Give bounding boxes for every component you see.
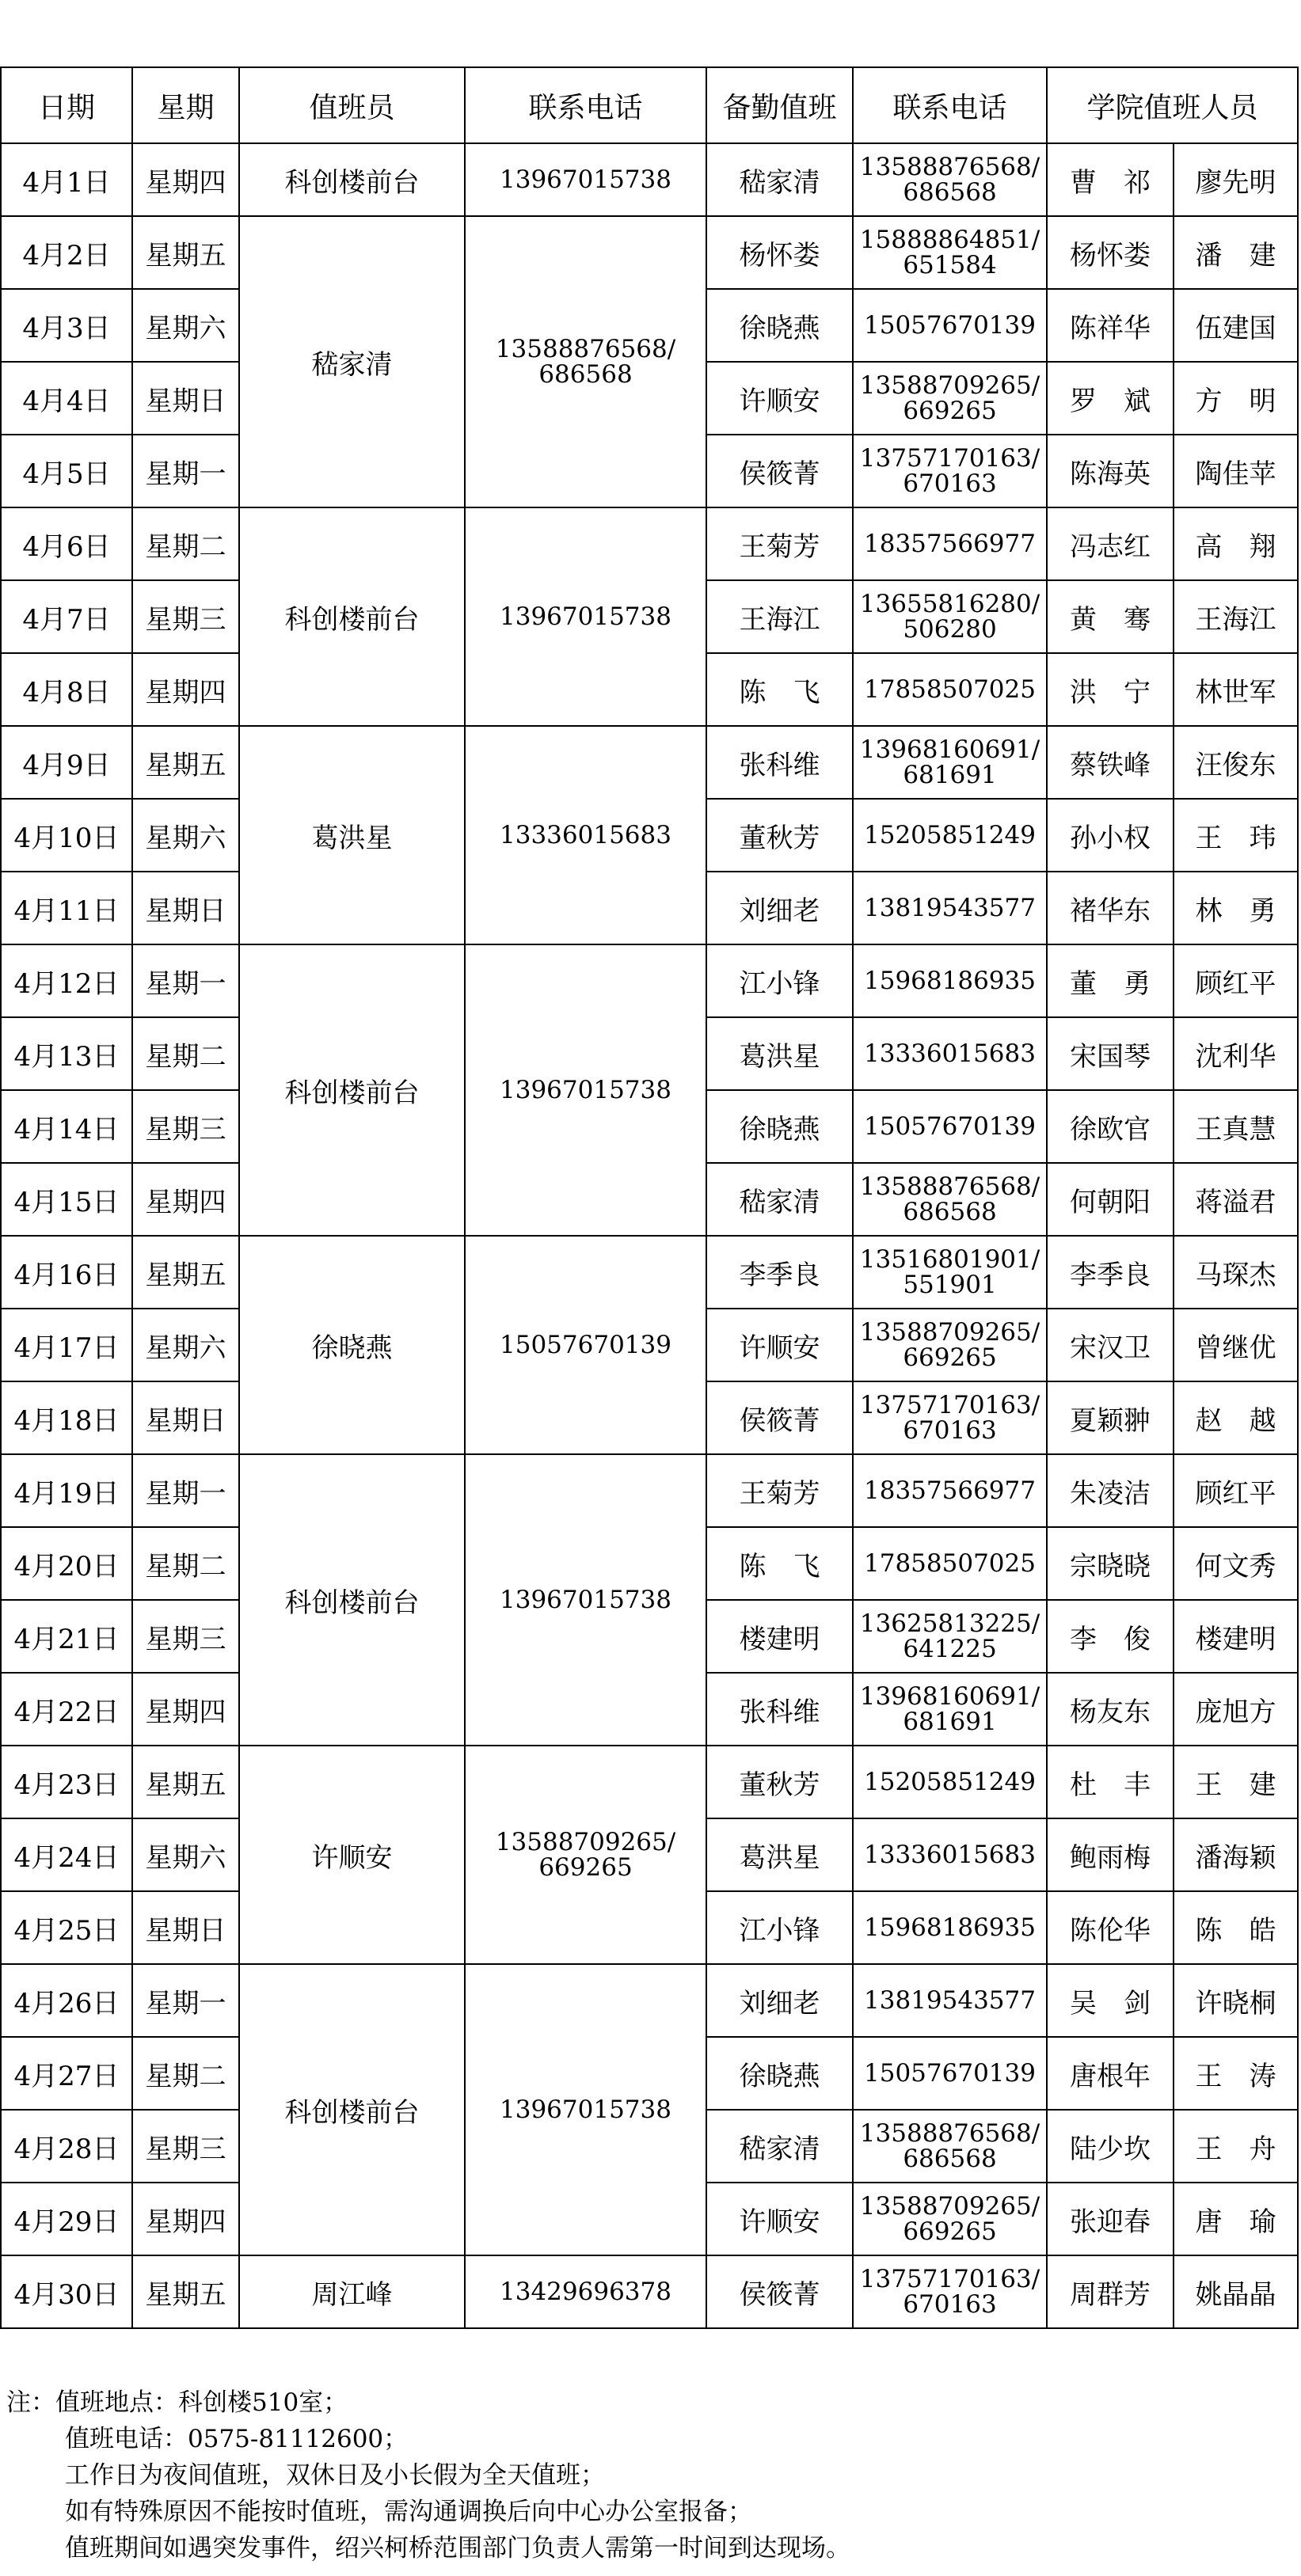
college-staff-cell: 黄 骞 — [1047, 580, 1174, 653]
college-staff-cell: 徐欧官 — [1047, 1090, 1174, 1163]
weekday-cell: 星期二 — [132, 1017, 239, 1090]
backup-phone-cell: 13625813225/ 641225 — [853, 1600, 1047, 1673]
duty-officer-cell: 科创楼前台 — [239, 944, 465, 1236]
header-duty-phone: 联系电话 — [465, 67, 706, 143]
weekday-cell: 星期四 — [132, 143, 239, 216]
college-staff-cell: 曾继优 — [1174, 1309, 1298, 1381]
college-staff-cell: 冯志红 — [1047, 507, 1174, 580]
header-duty-officer: 值班员 — [239, 67, 465, 143]
college-staff-cell: 庞旭方 — [1174, 1673, 1298, 1746]
weekday-cell: 星期一 — [132, 944, 239, 1017]
weekday-cell: 星期五 — [132, 216, 239, 289]
date-cell: 4月20日 — [1, 1527, 132, 1600]
college-staff-cell: 汪俊东 — [1174, 726, 1298, 799]
college-staff-cell: 顾红平 — [1174, 1454, 1298, 1527]
college-staff-cell: 曹 祁 — [1047, 143, 1174, 216]
backup-duty-cell: 楼建明 — [706, 1600, 853, 1673]
backup-duty-cell: 刘细老 — [706, 1964, 853, 2037]
date-cell: 4月23日 — [1, 1746, 132, 1818]
weekday-cell: 星期三 — [132, 580, 239, 653]
college-staff-cell: 唐 瑜 — [1174, 2183, 1298, 2255]
college-staff-cell: 鲍雨梅 — [1047, 1818, 1174, 1891]
table-row — [1, 216, 1298, 289]
table-row — [1, 1236, 1298, 1309]
backup-duty-cell: 葛洪星 — [706, 1017, 853, 1090]
date-cell: 4月8日 — [1, 653, 132, 726]
weekday-cell: 星期六 — [132, 1818, 239, 1891]
date-cell: 4月18日 — [1, 1381, 132, 1454]
backup-duty-cell: 侯筱菁 — [706, 2255, 853, 2328]
college-staff-cell: 孙小权 — [1047, 799, 1174, 872]
backup-duty-cell: 刘细老 — [706, 872, 853, 944]
date-cell: 4月22日 — [1, 1673, 132, 1746]
weekday-cell: 星期日 — [132, 362, 239, 435]
date-cell: 4月30日 — [1, 2255, 132, 2328]
duty-officer-cell: 科创楼前台 — [239, 143, 465, 216]
backup-duty-cell: 王菊芳 — [706, 507, 853, 580]
backup-phone-cell: 13516801901/ 551901 — [853, 1236, 1047, 1309]
backup-phone-cell: 18357566977 — [853, 1454, 1047, 1527]
note-line: 注：值班地点：科创楼510室； — [6, 2388, 348, 2417]
notes-section — [6, 2384, 1289, 2567]
college-staff-cell: 宋国琴 — [1047, 1017, 1174, 1090]
duty-officer-cell: 科创楼前台 — [239, 507, 465, 726]
college-staff-cell: 吴 剑 — [1047, 1964, 1174, 2037]
college-staff-cell: 陈 皓 — [1174, 1891, 1298, 1964]
backup-phone-cell: 13588876568/ 686568 — [853, 1163, 1047, 1236]
college-staff-cell: 许晓桐 — [1174, 1964, 1298, 2037]
college-staff-cell: 董 勇 — [1047, 944, 1174, 1017]
backup-phone-cell: 15057670139 — [853, 2037, 1047, 2110]
backup-phone-cell: 13336015683 — [853, 1017, 1047, 1090]
note-line: 值班期间如遇突发事件，绍兴柯桥范围部门负责人需第一时间到达现场。 — [65, 2534, 850, 2563]
college-staff-cell: 林世军 — [1174, 653, 1298, 726]
date-cell: 4月19日 — [1, 1454, 132, 1527]
college-staff-cell: 周群芳 — [1047, 2255, 1174, 2328]
backup-duty-cell: 张科维 — [706, 1673, 853, 1746]
date-cell: 4月25日 — [1, 1891, 132, 1964]
duty-phone-cell: 13967015738 — [465, 507, 706, 726]
backup-duty-cell: 董秋芳 — [706, 1746, 853, 1818]
weekday-cell: 星期二 — [132, 1527, 239, 1600]
weekday-cell: 星期六 — [132, 289, 239, 362]
duty-phone-cell: 13429696378 — [465, 2255, 706, 2328]
duty-phone-cell: 13967015738 — [465, 143, 706, 216]
duty-phone-cell: 13967015738 — [465, 1964, 706, 2255]
college-staff-cell: 杜 丰 — [1047, 1746, 1174, 1818]
weekday-cell: 星期日 — [132, 1891, 239, 1964]
header-backup-duty: 备勤值班 — [706, 67, 853, 143]
header-weekday: 星期 — [132, 67, 239, 143]
backup-phone-cell: 17858507025 — [853, 1527, 1047, 1600]
college-staff-cell: 洪 宁 — [1047, 653, 1174, 726]
weekday-cell: 星期三 — [132, 2110, 239, 2183]
duty-officer-cell: 科创楼前台 — [239, 1964, 465, 2255]
backup-phone-cell: 13588709265/ 669265 — [853, 2183, 1047, 2255]
college-staff-cell: 伍建国 — [1174, 289, 1298, 362]
weekday-cell: 星期四 — [132, 653, 239, 726]
duty-officer-cell: 许顺安 — [239, 1746, 465, 1964]
college-staff-cell: 陈祥华 — [1047, 289, 1174, 362]
college-staff-cell: 潘海颖 — [1174, 1818, 1298, 1891]
table-row — [1, 1964, 1298, 2037]
backup-duty-cell: 江小锋 — [706, 1891, 853, 1964]
weekday-cell: 星期二 — [132, 507, 239, 580]
backup-phone-cell: 13819543577 — [853, 1964, 1047, 2037]
notes-prefix: 注： — [6, 2388, 55, 2417]
backup-phone-cell: 15205851249 — [853, 1746, 1047, 1818]
college-staff-cell: 廖先明 — [1174, 143, 1298, 216]
backup-phone-cell: 15057670139 — [853, 289, 1047, 362]
college-staff-cell: 赵 越 — [1174, 1381, 1298, 1454]
weekday-cell: 星期五 — [132, 1746, 239, 1818]
date-cell: 4月3日 — [1, 289, 132, 362]
college-staff-cell: 杨怀娄 — [1047, 216, 1174, 289]
college-staff-cell: 王真慧 — [1174, 1090, 1298, 1163]
duty-schedule-table — [0, 66, 1299, 2329]
college-staff-cell: 马琛杰 — [1174, 1236, 1298, 1309]
backup-phone-cell: 13588876568/ 686568 — [853, 2110, 1047, 2183]
date-cell: 4月13日 — [1, 1017, 132, 1090]
date-cell: 4月24日 — [1, 1818, 132, 1891]
note-line: 工作日为夜间值班，双休日及小长假为全天值班； — [65, 2461, 605, 2490]
date-cell: 4月9日 — [1, 726, 132, 799]
duty-officer-cell: 周江峰 — [239, 2255, 465, 2328]
duty-phone-cell: 13967015738 — [465, 1454, 706, 1746]
college-staff-cell: 宗晓晓 — [1047, 1527, 1174, 1600]
college-staff-cell: 陈伦华 — [1047, 1891, 1174, 1964]
duty-phone-cell: 13588709265/ 669265 — [465, 1746, 706, 1964]
backup-duty-cell: 嵇家清 — [706, 2110, 853, 2183]
backup-duty-cell: 杨怀娄 — [706, 216, 853, 289]
weekday-cell: 星期六 — [132, 799, 239, 872]
college-staff-cell: 方 明 — [1174, 362, 1298, 435]
duty-officer-cell: 徐晓燕 — [239, 1236, 465, 1454]
duty-officer-cell: 嵇家清 — [239, 216, 465, 507]
duty-phone-cell: 13336015683 — [465, 726, 706, 944]
backup-duty-cell: 徐晓燕 — [706, 1090, 853, 1163]
date-cell: 4月10日 — [1, 799, 132, 872]
duty-phone-cell: 13588876568/ 686568 — [465, 216, 706, 507]
backup-duty-cell: 许顺安 — [706, 2183, 853, 2255]
college-staff-cell: 李 俊 — [1047, 1600, 1174, 1673]
college-staff-cell: 顾红平 — [1174, 944, 1298, 1017]
backup-duty-cell: 陈 飞 — [706, 1527, 853, 1600]
backup-phone-cell: 15205851249 — [853, 799, 1047, 872]
duty-officer-cell: 葛洪星 — [239, 726, 465, 944]
backup-duty-cell: 江小锋 — [706, 944, 853, 1017]
backup-phone-cell: 13588709265/ 669265 — [853, 362, 1047, 435]
backup-duty-cell: 董秋芳 — [706, 799, 853, 872]
college-staff-cell: 王 玮 — [1174, 799, 1298, 872]
weekday-cell: 星期日 — [132, 1381, 239, 1454]
college-staff-cell: 陶佳苹 — [1174, 435, 1298, 507]
table-row — [1, 2255, 1298, 2328]
note-line: 值班电话：0575-81112600； — [65, 2425, 409, 2453]
date-cell: 4月28日 — [1, 2110, 132, 2183]
table-row — [1, 944, 1298, 1017]
backup-duty-cell: 陈 飞 — [706, 653, 853, 726]
college-staff-cell: 潘 建 — [1174, 216, 1298, 289]
college-staff-cell: 陈海英 — [1047, 435, 1174, 507]
date-cell: 4月16日 — [1, 1236, 132, 1309]
college-staff-cell: 夏颖翀 — [1047, 1381, 1174, 1454]
backup-phone-cell: 15888864851/ 651584 — [853, 216, 1047, 289]
college-staff-cell: 高 翔 — [1174, 507, 1298, 580]
date-cell: 4月6日 — [1, 507, 132, 580]
backup-duty-cell: 侯筱菁 — [706, 435, 853, 507]
college-staff-cell: 王 舟 — [1174, 2110, 1298, 2183]
college-staff-cell: 姚晶晶 — [1174, 2255, 1298, 2328]
weekday-cell: 星期四 — [132, 2183, 239, 2255]
weekday-cell: 星期五 — [132, 726, 239, 799]
weekday-cell: 星期二 — [132, 2037, 239, 2110]
backup-phone-cell: 13757170163/ 670163 — [853, 2255, 1047, 2328]
table-row — [1, 507, 1298, 580]
college-staff-cell: 王 建 — [1174, 1746, 1298, 1818]
note-line: 如有特殊原因不能按时值班，需沟通调换后向中心办公室报备； — [65, 2498, 752, 2526]
table-row — [1, 726, 1298, 799]
backup-phone-cell: 13588709265/ 669265 — [853, 1309, 1047, 1381]
backup-phone-cell: 15968186935 — [853, 1891, 1047, 1964]
backup-duty-cell: 徐晓燕 — [706, 289, 853, 362]
college-staff-cell: 沈利华 — [1174, 1017, 1298, 1090]
college-staff-cell: 蒋溢君 — [1174, 1163, 1298, 1236]
backup-phone-cell: 15968186935 — [853, 944, 1047, 1017]
date-cell: 4月15日 — [1, 1163, 132, 1236]
table-row — [1, 1746, 1298, 1818]
date-cell: 4月29日 — [1, 2183, 132, 2255]
weekday-cell: 星期三 — [132, 1600, 239, 1673]
weekday-cell: 星期一 — [132, 435, 239, 507]
college-staff-cell: 罗 斌 — [1047, 362, 1174, 435]
backup-phone-cell: 13588876568/ 686568 — [853, 143, 1047, 216]
college-staff-cell: 林 勇 — [1174, 872, 1298, 944]
college-staff-cell: 何朝阳 — [1047, 1163, 1174, 1236]
college-staff-cell: 朱凌洁 — [1047, 1454, 1174, 1527]
college-staff-cell: 李季良 — [1047, 1236, 1174, 1309]
date-cell: 4月4日 — [1, 362, 132, 435]
backup-phone-cell: 13757170163/ 670163 — [853, 435, 1047, 507]
weekday-cell: 星期五 — [132, 2255, 239, 2328]
weekday-cell: 星期三 — [132, 1090, 239, 1163]
date-cell: 4月7日 — [1, 580, 132, 653]
duty-phone-cell: 15057670139 — [465, 1236, 706, 1454]
weekday-cell: 星期六 — [132, 1309, 239, 1381]
weekday-cell: 星期一 — [132, 1454, 239, 1527]
backup-duty-cell: 张科维 — [706, 726, 853, 799]
header-college-staff: 学院值班人员 — [1047, 67, 1298, 143]
date-cell: 4月11日 — [1, 872, 132, 944]
college-staff-cell: 陆少坎 — [1047, 2110, 1174, 2183]
backup-duty-cell: 徐晓燕 — [706, 2037, 853, 2110]
backup-phone-cell: 13819543577 — [853, 872, 1047, 944]
backup-phone-cell: 13968160691/ 681691 — [853, 1673, 1047, 1746]
duty-officer-cell: 科创楼前台 — [239, 1454, 465, 1746]
backup-phone-cell: 13655816280/ 506280 — [853, 580, 1047, 653]
backup-duty-cell: 嵇家清 — [706, 143, 853, 216]
college-staff-cell: 王海江 — [1174, 580, 1298, 653]
table-header-row — [1, 67, 1298, 143]
date-cell: 4月17日 — [1, 1309, 132, 1381]
header-backup-phone: 联系电话 — [853, 67, 1047, 143]
backup-duty-cell: 嵇家清 — [706, 1163, 853, 1236]
college-staff-cell: 王 涛 — [1174, 2037, 1298, 2110]
backup-duty-cell: 李季良 — [706, 1236, 853, 1309]
weekday-cell: 星期一 — [132, 1964, 239, 2037]
date-cell: 4月26日 — [1, 1964, 132, 2037]
date-cell: 4月21日 — [1, 1600, 132, 1673]
backup-phone-cell: 15057670139 — [853, 1090, 1047, 1163]
college-staff-cell: 宋汉卫 — [1047, 1309, 1174, 1381]
college-staff-cell: 何文秀 — [1174, 1527, 1298, 1600]
backup-phone-cell: 17858507025 — [853, 653, 1047, 726]
weekday-cell: 星期四 — [132, 1673, 239, 1746]
date-cell: 4月1日 — [1, 143, 132, 216]
date-cell: 4月2日 — [1, 216, 132, 289]
weekday-cell: 星期四 — [132, 1163, 239, 1236]
backup-phone-cell: 13757170163/ 670163 — [853, 1381, 1047, 1454]
college-staff-cell: 杨友东 — [1047, 1673, 1174, 1746]
duty-phone-cell: 13967015738 — [465, 944, 706, 1236]
header-date: 日期 — [1, 67, 132, 143]
college-staff-cell: 蔡铁峰 — [1047, 726, 1174, 799]
backup-duty-cell: 侯筱菁 — [706, 1381, 853, 1454]
backup-duty-cell: 许顺安 — [706, 362, 853, 435]
college-staff-cell: 唐根年 — [1047, 2037, 1174, 2110]
date-cell: 4月12日 — [1, 944, 132, 1017]
backup-duty-cell: 王菊芳 — [706, 1454, 853, 1527]
weekday-cell: 星期五 — [132, 1236, 239, 1309]
backup-duty-cell: 王海江 — [706, 580, 853, 653]
table-row — [1, 143, 1298, 216]
backup-duty-cell: 葛洪星 — [706, 1818, 853, 1891]
backup-phone-cell: 13336015683 — [853, 1818, 1047, 1891]
date-cell: 4月14日 — [1, 1090, 132, 1163]
college-staff-cell: 张迎春 — [1047, 2183, 1174, 2255]
date-cell: 4月5日 — [1, 435, 132, 507]
backup-phone-cell: 13968160691/ 681691 — [853, 726, 1047, 799]
weekday-cell: 星期日 — [132, 872, 239, 944]
college-staff-cell: 楼建明 — [1174, 1600, 1298, 1673]
date-cell: 4月27日 — [1, 2037, 132, 2110]
college-staff-cell: 褚华东 — [1047, 872, 1174, 944]
backup-duty-cell: 许顺安 — [706, 1309, 853, 1381]
table-row — [1, 1454, 1298, 1527]
backup-phone-cell: 18357566977 — [853, 507, 1047, 580]
